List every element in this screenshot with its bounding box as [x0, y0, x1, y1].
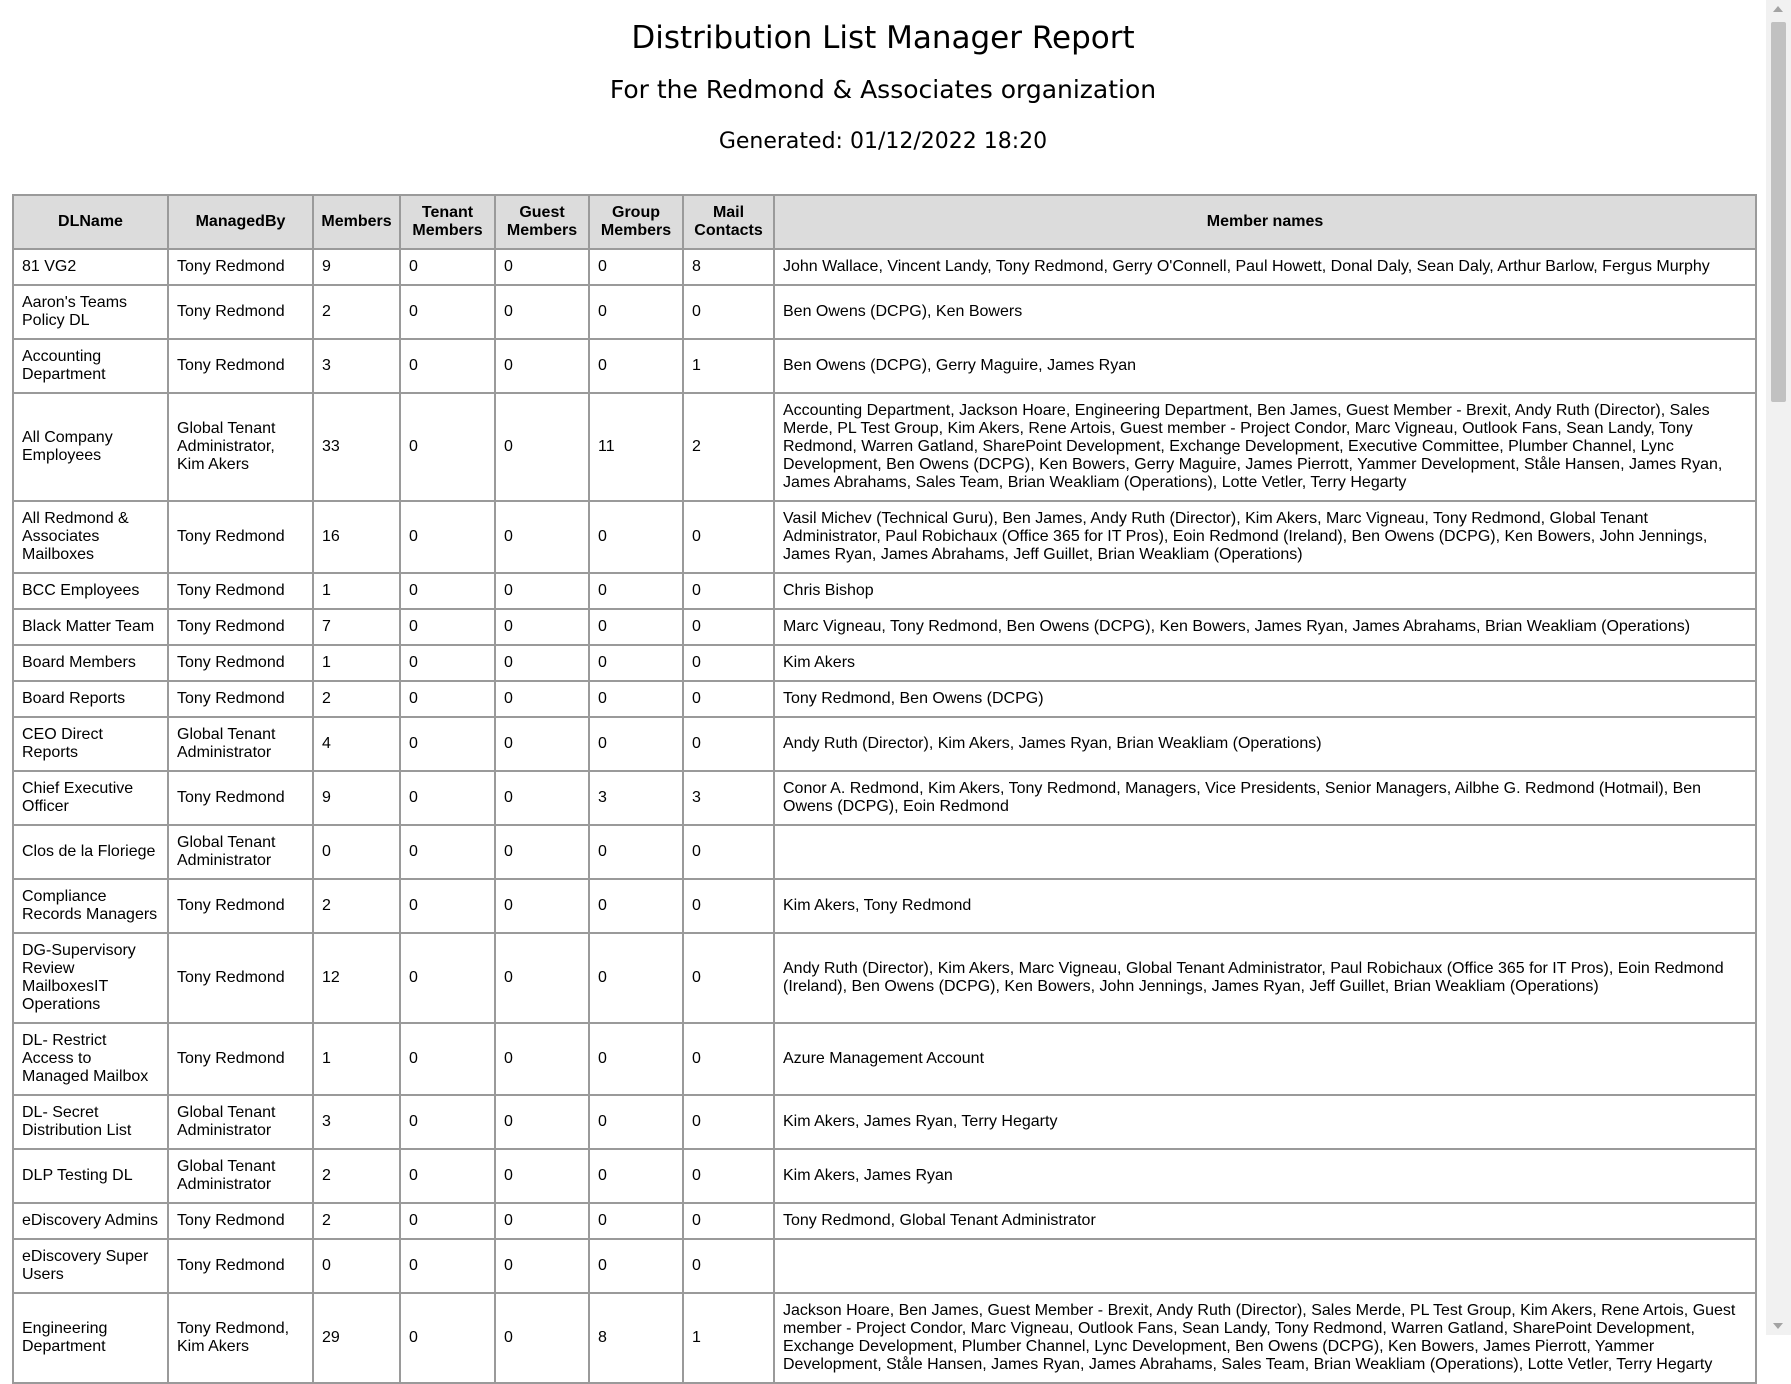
- cell-members: 0: [313, 825, 400, 879]
- cell-tenant-members: 0: [400, 1203, 495, 1239]
- cell-member-names: Ben Owens (DCPG), Gerry Maguire, James Ryan: [774, 339, 1756, 393]
- cell-dlname: Clos de la Floriege: [13, 825, 168, 879]
- cell-member-names: [774, 1239, 1756, 1293]
- cell-managedby: Tony Redmond: [168, 501, 313, 573]
- cell-members: 1: [313, 1023, 400, 1095]
- cell-group-members: 0: [589, 1023, 683, 1095]
- table-row: [13, 825, 1756, 879]
- table-row: [13, 717, 1756, 771]
- cell-dlname: Compliance Records Managers: [13, 879, 168, 933]
- cell-members: 0: [313, 1239, 400, 1293]
- cell-members: 29: [313, 1293, 400, 1383]
- cell-mail-contacts: 0: [683, 1149, 774, 1203]
- cell-member-names: Andy Ruth (Director), Kim Akers, James Ryan, Brian Weakliam (Operations): [774, 717, 1756, 771]
- cell-dlname: Board Members: [13, 645, 168, 681]
- column-header-group-members: Group Members: [589, 195, 683, 249]
- cell-group-members: 8: [589, 1293, 683, 1383]
- cell-mail-contacts: 0: [683, 825, 774, 879]
- cell-guest-members: 0: [495, 825, 589, 879]
- cell-mail-contacts: 2: [683, 393, 774, 501]
- cell-member-names: Tony Redmond, Ben Owens (DCPG): [774, 681, 1756, 717]
- cell-tenant-members: 0: [400, 1149, 495, 1203]
- cell-tenant-members: 0: [400, 1095, 495, 1149]
- cell-managedby: Tony Redmond: [168, 1203, 313, 1239]
- table-header-row: [13, 195, 1756, 249]
- cell-guest-members: 0: [495, 573, 589, 609]
- cell-group-members: 11: [589, 393, 683, 501]
- cell-member-names: Tony Redmond, Global Tenant Administrator: [774, 1203, 1756, 1239]
- cell-members: 2: [313, 681, 400, 717]
- cell-members: 1: [313, 573, 400, 609]
- cell-dlname: DL- Restrict Access to Managed Mailbox: [13, 1023, 168, 1095]
- cell-guest-members: 0: [495, 249, 589, 285]
- cell-mail-contacts: 1: [683, 339, 774, 393]
- cell-dlname: DLP Testing DL: [13, 1149, 168, 1203]
- cell-tenant-members: 0: [400, 609, 495, 645]
- cell-member-names: Marc Vigneau, Tony Redmond, Ben Owens (DCPG), Ken Bowers, James Ryan, James Abrahams, Brian Weakliam (Operations): [774, 609, 1756, 645]
- cell-member-names: John Wallace, Vincent Landy, Tony Redmond, Gerry O'Connell, Paul Howett, Donal Daly, Sean Daly, Arthur Barlow, Fergus Murphy: [774, 249, 1756, 285]
- cell-members: 2: [313, 1149, 400, 1203]
- cell-guest-members: 0: [495, 393, 589, 501]
- cell-member-names: Chris Bishop: [774, 573, 1756, 609]
- cell-guest-members: 0: [495, 501, 589, 573]
- column-header-dlname: DLName: [13, 195, 168, 249]
- vertical-scrollbar[interactable]: [1766, 0, 1791, 1335]
- cell-mail-contacts: 1: [683, 1293, 774, 1383]
- table-row: [13, 1203, 1756, 1239]
- table-body: [13, 249, 1756, 1383]
- table-row: [13, 609, 1756, 645]
- table-row: [13, 879, 1756, 933]
- table-row: [13, 645, 1756, 681]
- cell-group-members: 0: [589, 825, 683, 879]
- column-header-member-names: Member names: [774, 195, 1756, 249]
- cell-member-names: Conor A. Redmond, Kim Akers, Tony Redmond, Managers, Vice Presidents, Senior Managers, Ailbhe G. Redmond (Hotmail), Ben Owens (DCPG), Eoin Redmond: [774, 771, 1756, 825]
- table-row: [13, 393, 1756, 501]
- cell-managedby: Tony Redmond: [168, 645, 313, 681]
- cell-tenant-members: 0: [400, 393, 495, 501]
- cell-members: 2: [313, 1203, 400, 1239]
- cell-mail-contacts: 0: [683, 645, 774, 681]
- cell-guest-members: 0: [495, 1023, 589, 1095]
- table-row: [13, 1239, 1756, 1293]
- cell-group-members: 0: [589, 681, 683, 717]
- cell-mail-contacts: 0: [683, 1095, 774, 1149]
- cell-dlname: Black Matter Team: [13, 609, 168, 645]
- cell-mail-contacts: 0: [683, 285, 774, 339]
- cell-tenant-members: 0: [400, 1023, 495, 1095]
- cell-dlname: CEO Direct Reports: [13, 717, 168, 771]
- cell-members: 16: [313, 501, 400, 573]
- cell-tenant-members: 0: [400, 501, 495, 573]
- cell-mail-contacts: 0: [683, 717, 774, 771]
- cell-managedby: Tony Redmond, Kim Akers: [168, 1293, 313, 1383]
- distribution-list-table: [12, 194, 1757, 1384]
- cell-member-names: Kim Akers, James Ryan: [774, 1149, 1756, 1203]
- table-row: [13, 339, 1756, 393]
- cell-managedby: Tony Redmond: [168, 1239, 313, 1293]
- cell-dlname: 81 VG2: [13, 249, 168, 285]
- cell-guest-members: 0: [495, 1149, 589, 1203]
- cell-guest-members: 0: [495, 717, 589, 771]
- cell-group-members: 0: [589, 1149, 683, 1203]
- cell-group-members: 0: [589, 1095, 683, 1149]
- cell-guest-members: 0: [495, 1095, 589, 1149]
- cell-member-names: Jackson Hoare, Ben James, Guest Member - Brexit, Andy Ruth (Director), Sales Merde, PL Test Group, Kim Akers, Rene Artois, Guest member - Project Condor, Marc Vigneau, Outlook Fans, Sean Landy, Tony Redmond, Warren Gatland, SharePoint Development, Exchange Development, Plumber Channel, Lync Development, Ben Owens (DCPG), Ken Bowers, James Pierrott, Yammer Development, Ståle Hansen, James Ryan, James Abrahams, Sales Team, Brian Weakliam (Operations), Lotte Vetler, Terry Hegarty: [774, 1293, 1756, 1383]
- cell-member-names: [774, 825, 1756, 879]
- cell-dlname: Engineering Department: [13, 1293, 168, 1383]
- column-header-guest-members: Guest Members: [495, 195, 589, 249]
- cell-group-members: 0: [589, 339, 683, 393]
- cell-guest-members: 0: [495, 285, 589, 339]
- cell-members: 12: [313, 933, 400, 1023]
- cell-mail-contacts: 0: [683, 681, 774, 717]
- cell-member-names: Vasil Michev (Technical Guru), Ben James, Andy Ruth (Director), Kim Akers, Marc Vigneau, Tony Redmond, Global Tenant Administrator, Paul Robichaux (Office 365 for IT Pros), Eoin Redmond (Ireland), Ben Owens (DCPG), Ken Bowers, John Jennings, James Ryan, James Abrahams, Jeff Guillet, Brian Weakliam (Operations): [774, 501, 1756, 573]
- table-row: [13, 501, 1756, 573]
- cell-managedby: Global Tenant Administrator: [168, 1149, 313, 1203]
- cell-guest-members: 0: [495, 339, 589, 393]
- cell-dlname: eDiscovery Super Users: [13, 1239, 168, 1293]
- cell-managedby: Tony Redmond: [168, 681, 313, 717]
- cell-tenant-members: 0: [400, 717, 495, 771]
- cell-group-members: 0: [589, 573, 683, 609]
- table-row: [13, 249, 1756, 285]
- report-generated-timestamp: Generated: 01/12/2022 18:20: [718, 129, 1048, 154]
- table-row: [13, 681, 1756, 717]
- cell-managedby: Tony Redmond: [168, 285, 313, 339]
- cell-members: 3: [313, 1095, 400, 1149]
- cell-guest-members: 0: [495, 1293, 589, 1383]
- cell-tenant-members: 0: [400, 825, 495, 879]
- cell-guest-members: 0: [495, 645, 589, 681]
- cell-group-members: 0: [589, 645, 683, 681]
- cell-tenant-members: 0: [400, 249, 495, 285]
- cell-members: 4: [313, 717, 400, 771]
- cell-dlname: All Company Employees: [13, 393, 168, 501]
- cell-dlname: BCC Employees: [13, 573, 168, 609]
- cell-dlname: DL- Secret Distribution List: [13, 1095, 168, 1149]
- cell-managedby: Tony Redmond: [168, 879, 313, 933]
- cell-mail-contacts: 3: [683, 771, 774, 825]
- cell-mail-contacts: 0: [683, 573, 774, 609]
- table-row: [13, 771, 1756, 825]
- cell-group-members: 0: [589, 285, 683, 339]
- cell-guest-members: 0: [495, 1203, 589, 1239]
- cell-member-names: Kim Akers: [774, 645, 1756, 681]
- cell-mail-contacts: 0: [683, 879, 774, 933]
- cell-members: 9: [313, 249, 400, 285]
- cell-members: 1: [313, 645, 400, 681]
- column-header-managedby: ManagedBy: [168, 195, 313, 249]
- cell-group-members: 0: [589, 717, 683, 771]
- cell-mail-contacts: 0: [683, 1203, 774, 1239]
- cell-mail-contacts: 0: [683, 1023, 774, 1095]
- cell-managedby: Tony Redmond: [168, 933, 313, 1023]
- cell-tenant-members: 0: [400, 771, 495, 825]
- cell-guest-members: 0: [495, 771, 589, 825]
- table-row: [13, 933, 1756, 1023]
- cell-managedby: Tony Redmond: [168, 609, 313, 645]
- cell-tenant-members: 0: [400, 339, 495, 393]
- cell-tenant-members: 0: [400, 681, 495, 717]
- column-header-mail-contacts: Mail Contacts: [683, 195, 774, 249]
- cell-tenant-members: 0: [400, 1293, 495, 1383]
- cell-dlname: Board Reports: [13, 681, 168, 717]
- cell-managedby: Tony Redmond: [168, 1023, 313, 1095]
- report-subtitle: For the Redmond & Associates organization: [609, 75, 1157, 104]
- cell-group-members: 0: [589, 609, 683, 645]
- cell-tenant-members: 0: [400, 933, 495, 1023]
- scroll-thumb[interactable]: [1771, 22, 1786, 402]
- scroll-up-arrow-icon[interactable]: [1773, 6, 1783, 12]
- cell-mail-contacts: 0: [683, 1239, 774, 1293]
- cell-members: 3: [313, 339, 400, 393]
- cell-member-names: Accounting Department, Jackson Hoare, Engineering Department, Ben James, Guest Member - Brexit, Andy Ruth (Director), Sales Merde, PL Test Group, Kim Akers, Rene Artois, Guest member - Project Condor, Marc Vigneau, Outlook Fans, Sean Landy, Tony Redmond, Warren Gatland, SharePoint Development, Exchange Development, Executive Committee, Plumber Channel, Lync Development, Ben Owens (DCPG), Ken Bowers, Gerry Maguire, James Pierrott, Yammer Development, Ståle Hansen, James Ryan, James Abrahams, Sales Team, Brian Weakliam (Operations), Lotte Vetler, Terry Hegarty: [774, 393, 1756, 501]
- report-title: Distribution List Manager Report: [631, 20, 1135, 56]
- cell-group-members: 0: [589, 501, 683, 573]
- cell-managedby: Tony Redmond: [168, 573, 313, 609]
- cell-managedby: Global Tenant Administrator: [168, 825, 313, 879]
- cell-tenant-members: 0: [400, 285, 495, 339]
- table-row: [13, 1095, 1756, 1149]
- table-row: [13, 285, 1756, 339]
- cell-guest-members: 0: [495, 681, 589, 717]
- cell-member-names: Azure Management Account: [774, 1023, 1756, 1095]
- cell-managedby: Global Tenant Administrator, Kim Akers: [168, 393, 313, 501]
- table-row: [13, 1149, 1756, 1203]
- cell-group-members: 0: [589, 1203, 683, 1239]
- cell-guest-members: 0: [495, 879, 589, 933]
- cell-members: 7: [313, 609, 400, 645]
- cell-mail-contacts: 0: [683, 609, 774, 645]
- cell-dlname: Accounting Department: [13, 339, 168, 393]
- cell-guest-members: 0: [495, 609, 589, 645]
- cell-guest-members: 0: [495, 933, 589, 1023]
- cell-managedby: Global Tenant Administrator: [168, 1095, 313, 1149]
- cell-members: 9: [313, 771, 400, 825]
- cell-tenant-members: 0: [400, 879, 495, 933]
- cell-group-members: 0: [589, 933, 683, 1023]
- column-header-tenant-members: Tenant Members: [400, 195, 495, 249]
- cell-managedby: Tony Redmond: [168, 249, 313, 285]
- cell-group-members: 0: [589, 879, 683, 933]
- cell-mail-contacts: 8: [683, 249, 774, 285]
- cell-member-names: Kim Akers, James Ryan, Terry Hegarty: [774, 1095, 1756, 1149]
- cell-group-members: 3: [589, 771, 683, 825]
- cell-tenant-members: 0: [400, 1239, 495, 1293]
- cell-group-members: 0: [589, 1239, 683, 1293]
- cell-managedby: Tony Redmond: [168, 771, 313, 825]
- cell-members: 2: [313, 285, 400, 339]
- cell-dlname: eDiscovery Admins: [13, 1203, 168, 1239]
- cell-member-names: Andy Ruth (Director), Kim Akers, Marc Vigneau, Global Tenant Administrator, Paul Robichaux (Office 365 for IT Pros), Eoin Redmond (Ireland), Ben Owens (DCPG), Ken Bowers, John Jennings, James Ryan, Jeff Guillet, Brian Weakliam (Operations): [774, 933, 1756, 1023]
- table-row: [13, 573, 1756, 609]
- cell-dlname: Chief Executive Officer: [13, 771, 168, 825]
- cell-members: 2: [313, 879, 400, 933]
- cell-member-names: Ben Owens (DCPG), Ken Bowers: [774, 285, 1756, 339]
- cell-members: 33: [313, 393, 400, 501]
- cell-guest-members: 0: [495, 1239, 589, 1293]
- table-row: [13, 1293, 1756, 1383]
- cell-mail-contacts: 0: [683, 501, 774, 573]
- cell-managedby: Tony Redmond: [168, 339, 313, 393]
- column-header-members: Members: [313, 195, 400, 249]
- scroll-down-arrow-icon[interactable]: [1773, 1323, 1783, 1329]
- table-row: [13, 1023, 1756, 1095]
- cell-group-members: 0: [589, 249, 683, 285]
- cell-dlname: All Redmond & Associates Mailboxes: [13, 501, 168, 573]
- cell-tenant-members: 0: [400, 573, 495, 609]
- cell-dlname: DG-Supervisory Review MailboxesIT Operations: [13, 933, 168, 1023]
- cell-dlname: Aaron's Teams Policy DL: [13, 285, 168, 339]
- cell-mail-contacts: 0: [683, 933, 774, 1023]
- cell-tenant-members: 0: [400, 645, 495, 681]
- cell-member-names: Kim Akers, Tony Redmond: [774, 879, 1756, 933]
- cell-managedby: Global Tenant Administrator: [168, 717, 313, 771]
